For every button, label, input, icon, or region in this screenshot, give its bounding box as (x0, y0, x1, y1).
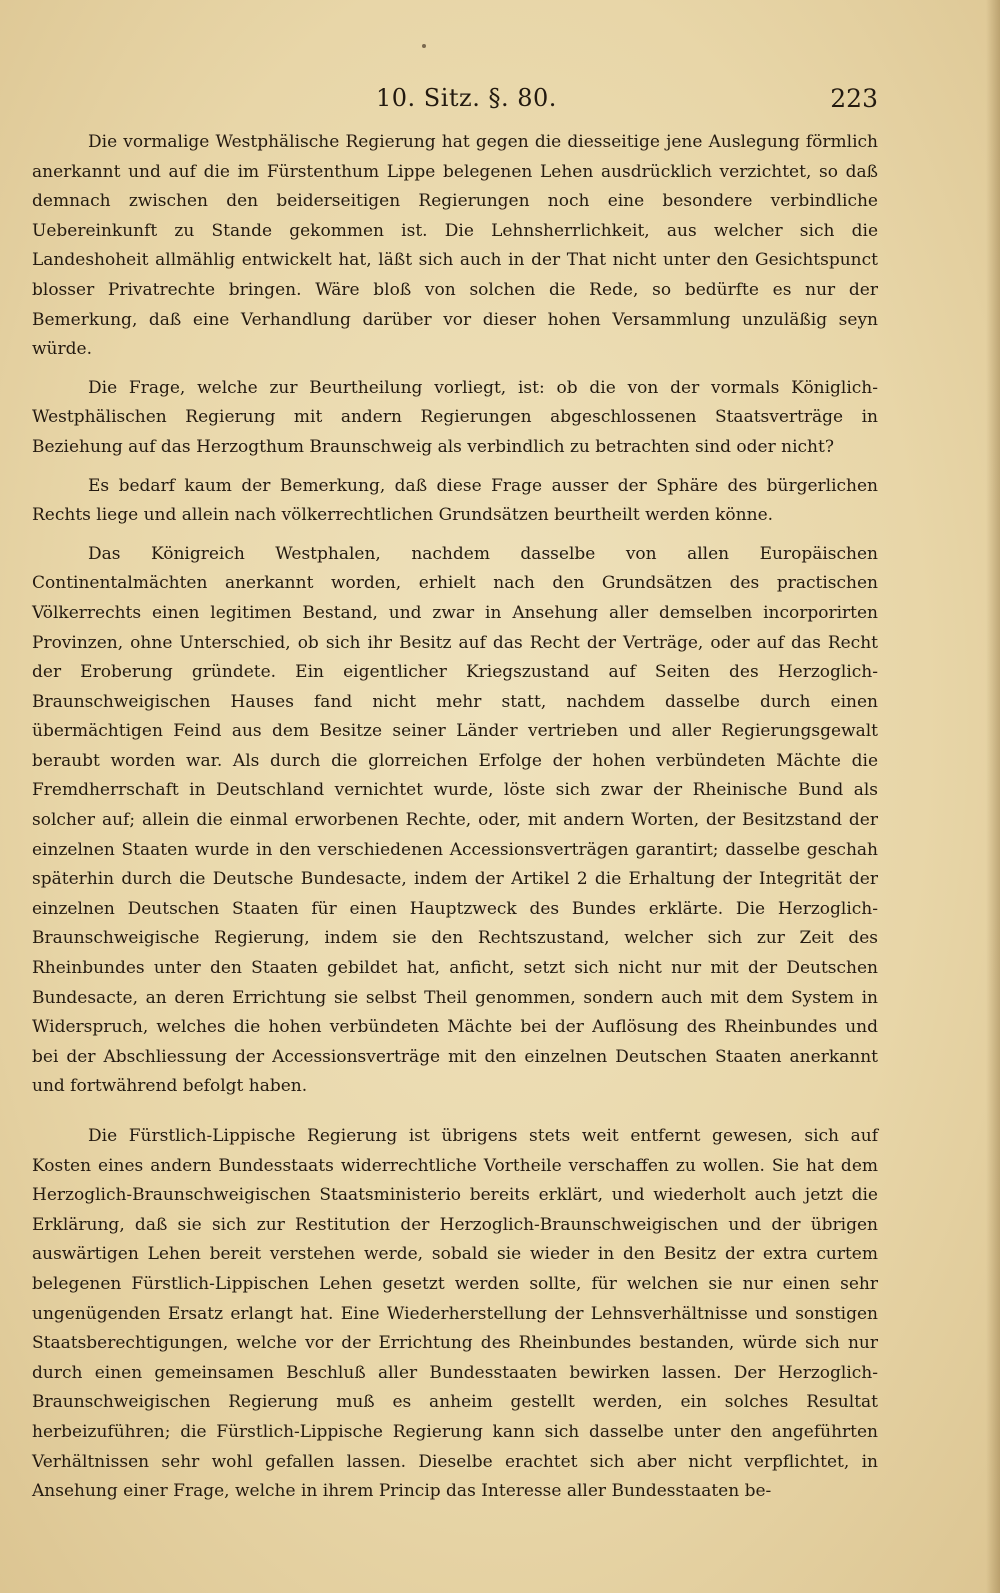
paragraph: Das Königreich Westphalen, nachdem dasselbe von allen Europäischen Continentalmächten anerkannt worden, erhielt nach den Grundsätzen des practischen Völkerrechts einen legitimen Bestand, und zwar in Ansehung aller demselben incorporirten Provinzen, ohne Unterschied, ob sich ihr Besitz auf das Recht der Verträge, oder auf das Recht der Eroberung gründete. Ein eigentlicher Kriegszustand auf Seiten des Herzoglich-Braunschweigischen Hauses fand nicht mehr statt, nachdem dasselbe durch einen übermächtigen Feind aus dem Besitze seiner Länder vertrieben und aller Regierungsgewalt beraubt worden war. Als durch die glorreichen Erfolge der hohen verbündeten Mächte die Fremdherrschaft in Deutschland vernichtet wurde, löste sich zwar der Rheinische Bund als solcher auf; allein die einmal erworbenen Rechte, oder, mit andern Worten, der Besitzstand der einzelnen Staaten wurde in den verschiedenen Accessionsverträgen garantirt; dasselbe geschah späterhin durch die Deutsche Bundesacte, indem der Artikel 2 die Erhaltung der Integrität der einzelnen Deutschen Staaten für einen Hauptzweck des Bundes erklärte. Die Herzoglich-Braunschweigische Regierung, indem sie den Rechtszustand, welcher sich zur Zeit des Rheinbundes unter den Staaten gebildet hat, anficht, setzt sich nicht nur mit der Deutschen Bundesacte, an deren Errichtung sie selbst Theil genommen, sondern auch mit dem System in Widerspruch, welches die hohen verbündeten Mächte bei der Auflösung des Rheinbundes und bei der Abschliessung der Accessionsverträge mit den einzelnen Deutschen Staaten anerkannt und fortwährend befolgt haben. (32, 543, 878, 1097)
paragraph: Es bedarf kaum der Bemerkung, daß diese Frage ausser der Sphäre des bürgerlichen Rechts liege und allein nach völkerrechtlichen Grundsätzen beurtheilt werden könne. (32, 475, 878, 526)
paragraph: Die vormalige Westphälische Regierung hat gegen die diesseitige jene Auslegung förmlich anerkannt und auf die im Fürstenthum Lippe belegenen Lehen ausdrücklich verzichtet, so daß demnach zwischen den beiderseitigen Regierungen noch eine besondere verbindliche Uebereinkunft zu Stande gekommen ist. Die Lehnsherrlichkeit, aus welcher sich die Landeshoheit allmählig entwickelt hat, läßt sich auch in der That nicht unter den Gesichtspunct blosser Privatrechte bringen. Wäre bloß von solchen die Rede, so bedürfte es nur der Bemerkung, daß eine Verhandlung darüber vor dieser hohen Versammlung unzuläßig seyn würde. (32, 132, 878, 360)
page-number: 223 (830, 84, 878, 113)
running-head: 10. Sitz. §. 80. (376, 84, 557, 112)
ink-speck (422, 44, 426, 48)
paragraph: Die Frage, welche zur Beurtheilung vorliegt, ist: ob die von der vormals Königlich-Westphälischen Regierung mit andern Regierungen abgeschlossenen Staatsverträge in Beziehung auf das Herzogthum Braunschweig als verbindlich zu betrachten sind oder nicht? (32, 377, 878, 457)
page-edge-shadow (986, 0, 1000, 1593)
paragraph: Die Fürstlich-Lippische Regierung ist übrigens stets weit entfernt gewesen, sich auf Kosten eines andern Bundesstaats widerrechtliche Vortheile verschaffen zu wollen. Sie hat dem Herzoglich-Braunschweigischen Staatsministerio bereits erklärt, und wiederholt auch jetzt die Erklärung, daß sie sich zur Restitution der Herzoglich-Braunschweigischen und der übrigen auswärtigen Lehen bereit verstehen werde, sobald sie wieder in den Besitz der extra curtem belegenen Fürstlich-Lippischen Lehen gesetzt werden sollte, für welchen sie nur einen sehr ungenügenden Ersatz erlangt hat. Eine Wiederherstellung der Lehnsverhältnisse und sonstigen Staatsberechtigungen, welche vor der Errichtung des Rheinbundes bestanden, würde sich nur durch einen gemeinsamen Beschluß aller Bundesstaaten bewirken lassen. Der Herzoglich-Braunschweigischen Regierung muß es anheim gestellt werden, ein solches Resultat herbeizuführen; die Fürstlich-Lippische Regierung kann sich dasselbe unter den angeführten Verhältnissen sehr wohl gefallen lassen. Dieselbe erachtet sich aber nicht verpflichtet, in Ansehung einer Frage, welche in ihrem Princip das Interesse aller Bundesstaaten be- (32, 1126, 878, 1502)
page-header (32, 84, 878, 120)
body-text (32, 128, 878, 1507)
